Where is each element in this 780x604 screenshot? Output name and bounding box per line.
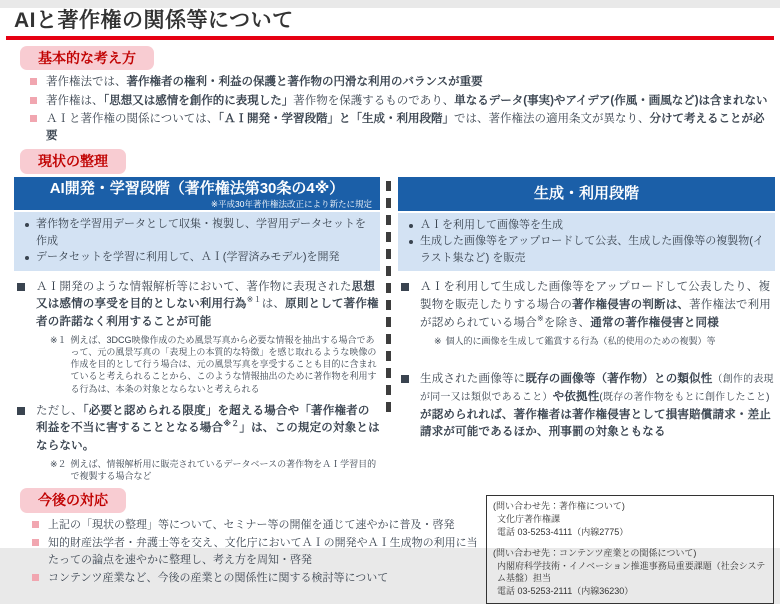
point-dev-1 xyxy=(14,279,380,332)
square-bullet-icon xyxy=(32,539,39,546)
contact-block-content-industry xyxy=(493,547,767,597)
current-columns xyxy=(0,177,780,483)
dot-bullet-icon xyxy=(25,223,29,227)
contact-line: 内閣府科学技術・イノベーション推進事務局重要課題（社会システム基盤）担当 xyxy=(497,560,766,584)
point-dev-2-text: ただし、「必要と認められる限度」を超える場合や「著作権者の利益を不当に害することとなる場合$^{※2}$」は、この規定の対象とはならない。 xyxy=(36,404,380,453)
square-bullet-icon xyxy=(17,407,25,415)
footnote-label: ※１ xyxy=(50,334,67,345)
future-bullet-text: コンテンツ産業など、今後の産業との関係性に関する検討等について xyxy=(48,571,389,584)
square-bullet-icon xyxy=(401,283,409,291)
square-bullet-icon xyxy=(30,78,37,85)
future-bullet xyxy=(48,535,482,569)
dot-bullet-icon xyxy=(25,256,29,260)
section-heading-future: 今後の対応 xyxy=(20,488,126,512)
dot-bullet-icon xyxy=(409,224,413,228)
summary-item xyxy=(404,217,767,234)
stage-summary-dev xyxy=(14,212,380,271)
summary-item-text: データセットを学習に利用して、ＡＩ(学習済みモデル)を開発 xyxy=(36,251,340,263)
future-bullet xyxy=(48,570,482,587)
basic-bullet-text: 著作権は、「思想又は感情を創作的に表現した」著作物を保護するものであり、単なるデータ(事実)やアイデア(作風・画風など)は含まれない xyxy=(46,94,768,107)
point-gen-1-text: ＡＩを利用して生成した画像等をアップロードして公表したり、複製物を販売したりする場合の著作権侵害の判断は、著作権法で利用が認められている場合※を除き、通常の著作権侵害と同様 xyxy=(420,281,772,329)
future-bullet xyxy=(48,517,482,534)
footnote-dev-1 xyxy=(50,334,378,395)
footnote-gen-1 xyxy=(434,335,773,347)
square-bullet-icon xyxy=(32,521,39,528)
title-underline xyxy=(6,36,774,40)
column-divider xyxy=(386,181,391,415)
summary-item-text: 著作物を学習用データとして収集・複製し、学習用データセットを作成 xyxy=(36,218,366,247)
column-dev-learning xyxy=(14,177,380,483)
summary-item xyxy=(404,233,767,266)
point-gen-1 xyxy=(398,279,775,332)
bottom-area xyxy=(0,488,780,603)
point-dev-1-text: ＡＩ開発のような情報解析等において、著作物に表現された思想又は感情の享受を目的としない利用行為$^{※1}$は、原則として著作権者の許諾なく利用することが可能 xyxy=(36,280,379,329)
summary-item-text: ＡＩを利用して画像等を生成 xyxy=(420,218,563,231)
summary-item-text: 生成した画像等をアップロードして公表、生成した画像等の複製物(イラスト集など) を販売 xyxy=(420,235,764,264)
stage-header-gen xyxy=(398,177,775,211)
basic-bullet-text: 著作権法では、著作権者の権利・利益の保護と著作物の円滑な利用のバランスが重要 xyxy=(46,76,483,89)
stage-header-dev-note: ※平成30年著作権法改正により新たに規定 xyxy=(210,198,372,209)
footnote-label: ※２ xyxy=(50,459,67,470)
section-future xyxy=(0,488,486,603)
section-heading-current: 現状の整理 xyxy=(20,149,126,173)
stage-header-dev-title: AI開発・学習段階（著作権法第30条の4※） xyxy=(49,179,345,197)
future-bullet-list xyxy=(0,517,486,587)
future-bullet-text: 知的財産法学者・弁護士等を交え、文化庁においてＡＩの開発やＡＩ生成物の利用に当たっての論点を速やかに整理し、考え方を周知・啓発 xyxy=(48,536,478,566)
contact-line: 文化庁著作権課 xyxy=(497,513,561,524)
summary-item xyxy=(20,216,372,249)
footnote-text: 例えば、情報解析用に販売されているデータベースの著作物をＡＩ学習目的で複製する場合など xyxy=(70,459,377,482)
footnote-dev-2 xyxy=(50,458,378,482)
dot-bullet-icon xyxy=(409,240,413,244)
stage-header-gen-title: 生成・利用段階 xyxy=(533,184,639,202)
page-title: AIと著作権の関係等について xyxy=(14,9,294,32)
square-bullet-icon xyxy=(17,283,25,291)
column-generation-use xyxy=(398,177,775,443)
point-dev-2 xyxy=(14,403,380,456)
basic-bullet-text: ＡＩと著作権の関係については、「ＡＩ開発・学習段階」と「生成・利用段階」では、著作権法の適用条文が異なり、分けて考えることが必要 xyxy=(46,112,765,143)
square-bullet-icon xyxy=(401,375,409,383)
basic-bullet xyxy=(46,74,774,91)
footnote-text: 個人的に画像を生成して鑑賞する行為（私的使用のための複製）等 xyxy=(445,335,716,346)
contact-block-copyright xyxy=(493,500,767,538)
contact-title: (問い合わせ先：著作権について) xyxy=(493,501,625,512)
stage-summary-gen xyxy=(398,213,775,272)
contact-title: (問い合わせ先：コンテンツ産業との関係について) xyxy=(493,548,697,559)
contact-line: 電話 03-5253-4111（内線2775） xyxy=(497,526,629,537)
contact-line: 電話 03-5253-2111（内線36230） xyxy=(497,585,634,596)
basic-bullet xyxy=(46,93,774,110)
footnote-text: 例えば、3DCG映像作成のため風景写真から必要な情報を抽出する場合であって、元の風景写真の「表現上の本質的な特徴」を感じ取れるような映像の作成を目的として行う場合は、元の風景写真を享受することも目的に含まれていると考えられることから、このような情報抽出のために著作物を利用する行為は、本条の対象とならないと考えられる xyxy=(70,334,377,394)
section-heading-basic: 基本的な考え方 xyxy=(20,46,154,70)
future-bullet-text: 上記の「現状の整理」等について、セミナー等の開催を通じて速やかに普及・啓発 xyxy=(48,518,455,531)
square-bullet-icon xyxy=(30,97,37,104)
contact-box xyxy=(486,495,774,603)
summary-item xyxy=(20,249,372,266)
square-bullet-icon xyxy=(30,115,37,122)
point-gen-2-text: 生成された画像等に既存の画像等（著作物）との類似性（創作的表現が同一又は類似であること）や依拠性(既存の著作物をもとに創作したこと)が認められれば、著作権者は著作権侵害として損害賠償請求・差止請求が可能であるほか、刑事罰の対象ともなる xyxy=(420,372,774,439)
basic-bullet xyxy=(46,111,774,146)
stage-header-dev xyxy=(14,177,380,210)
square-bullet-icon xyxy=(32,574,39,581)
basic-bullet-list xyxy=(0,74,780,145)
footnote-label: ※ xyxy=(434,335,442,346)
point-gen-2 xyxy=(398,371,775,442)
slide-page xyxy=(0,8,780,596)
